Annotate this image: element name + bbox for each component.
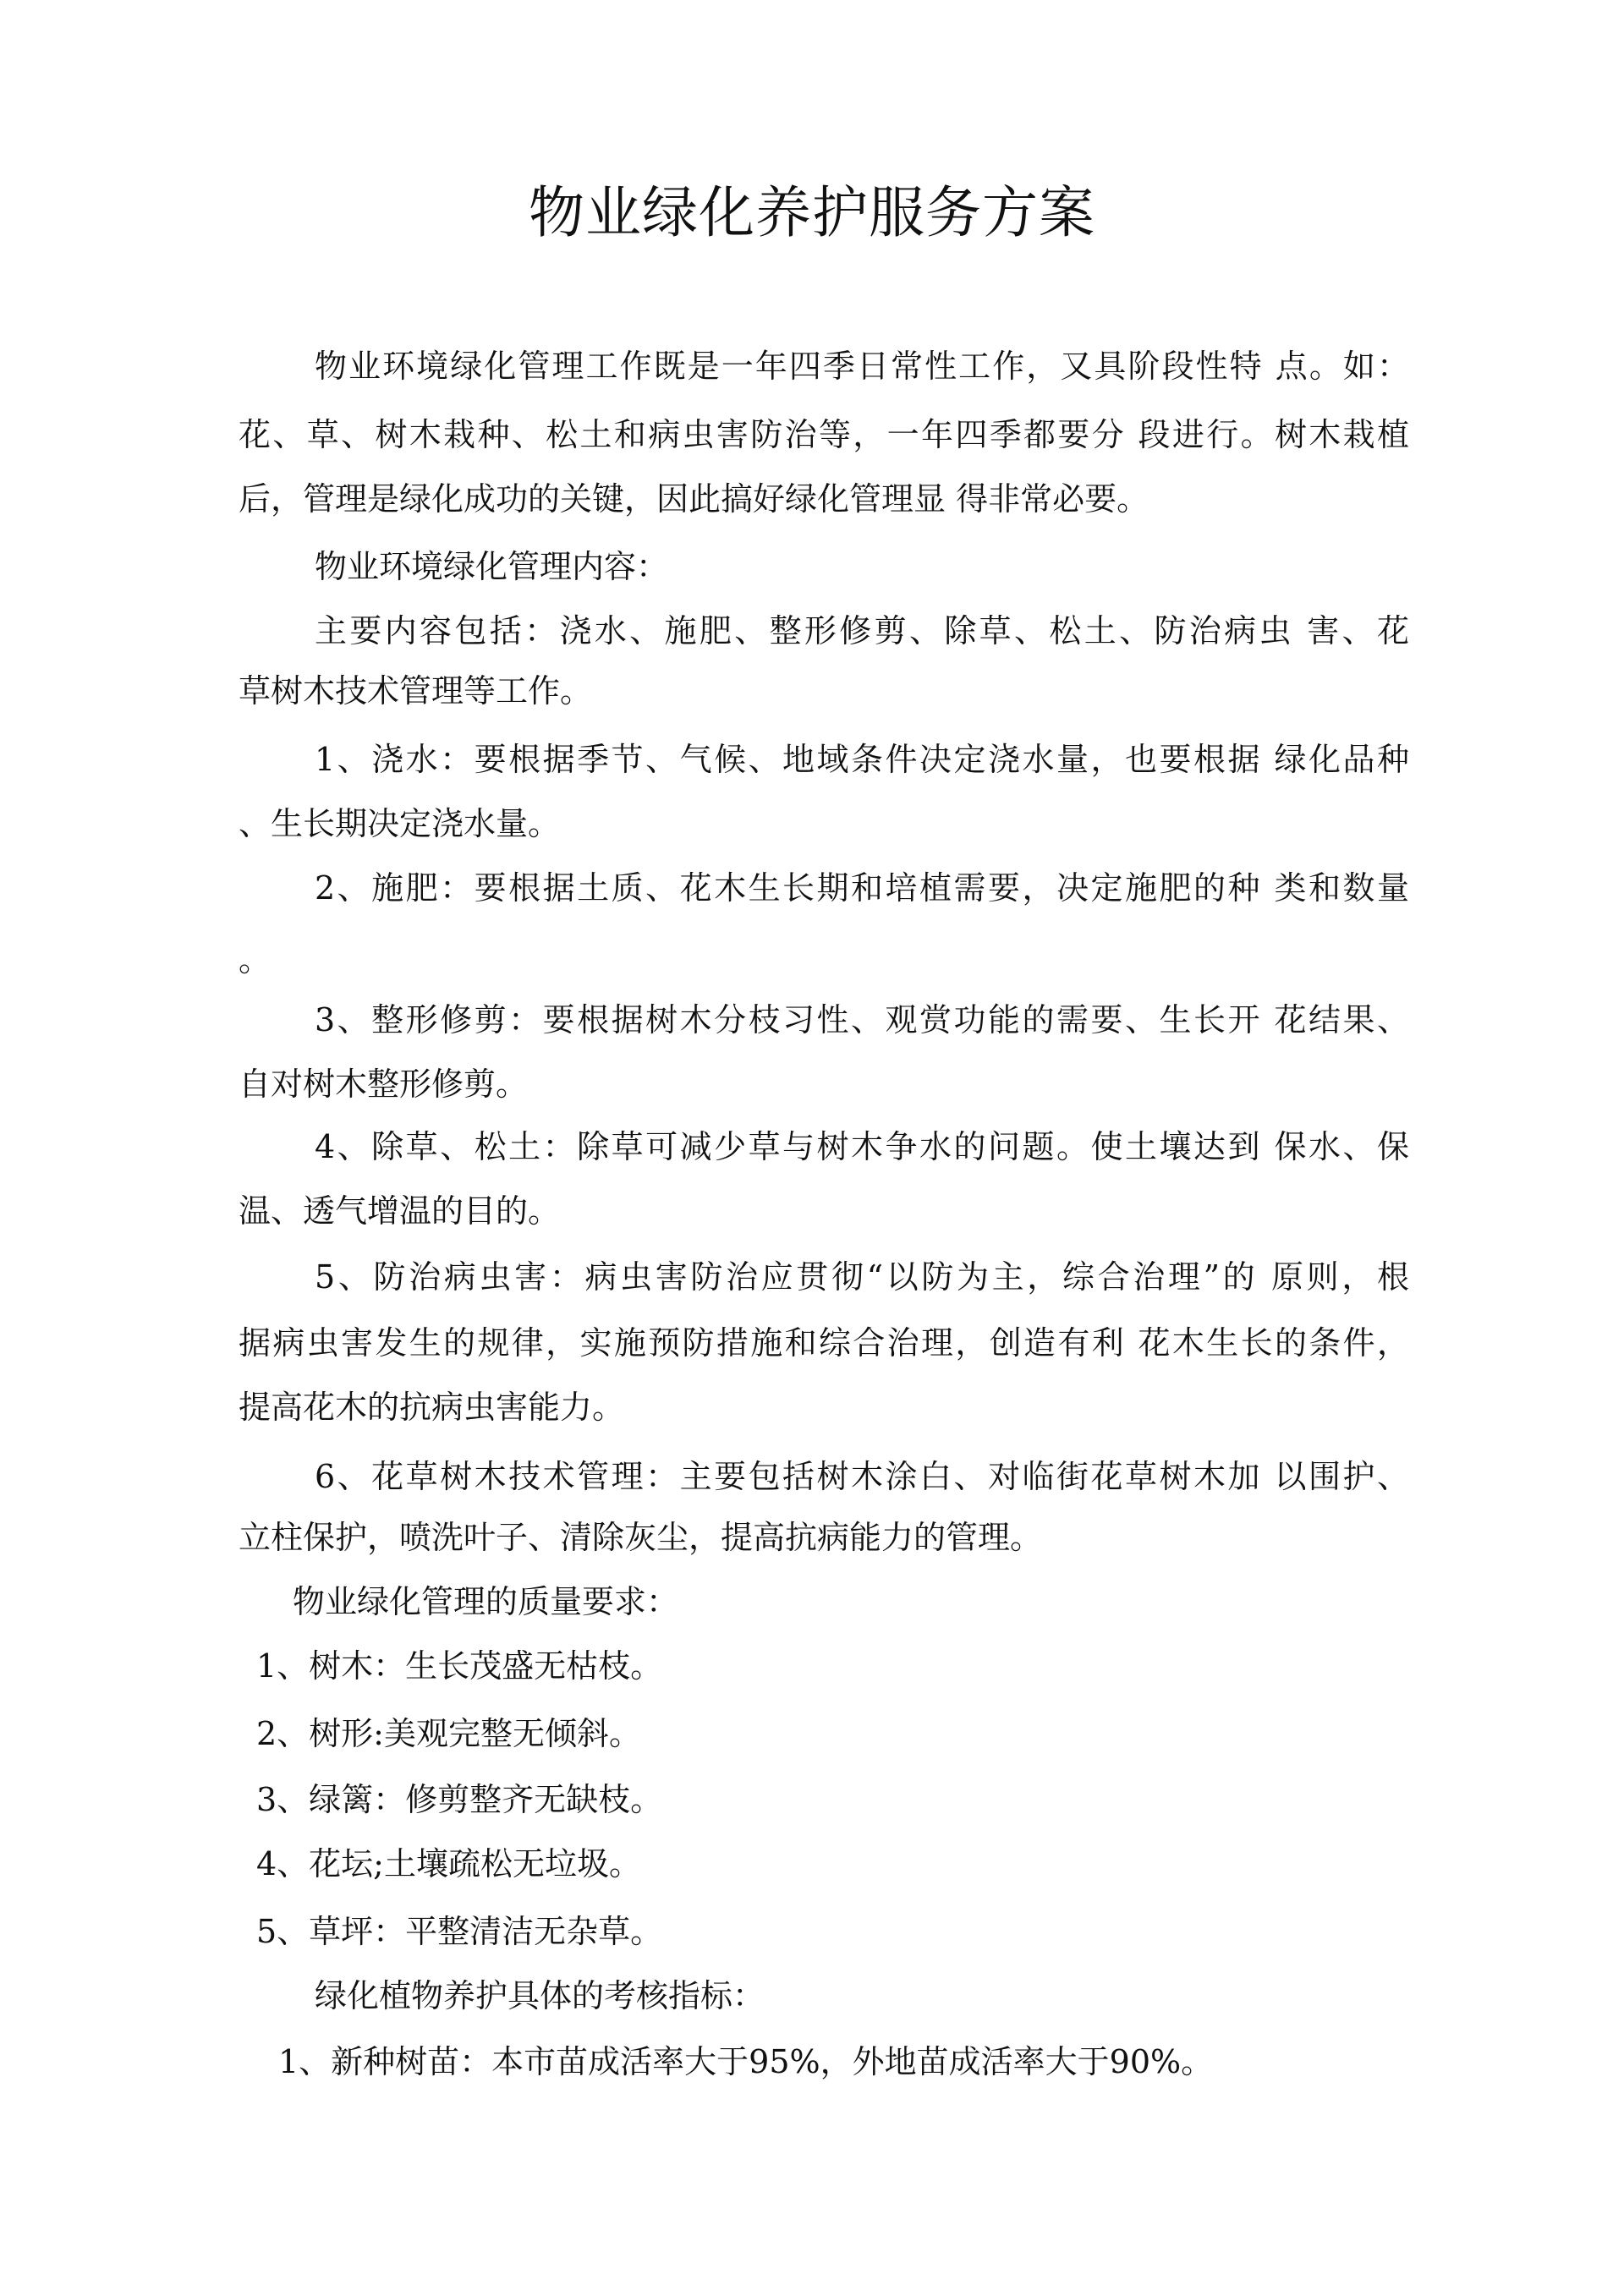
paragraph-line: 后，管理是绿化成功的关键，因此搞好绿化管理显 得非常必要。 xyxy=(239,480,1149,518)
paragraph-line: 据病虫害发生的规律，实施预防措施和综合治理，创造有利 花木生长的条件， xyxy=(239,1324,1409,1362)
paragraph-line: 1、新种树苗：本市苗成活率大于95%，外地苗成活率大于90%。 xyxy=(278,2043,1214,2080)
paragraph-line: 、生长期决定浇水量。 xyxy=(239,805,561,842)
list-item: 2、树形:美观完整无倾斜。 xyxy=(256,1715,641,1752)
document-title: 物业绿化养护服务方案 xyxy=(529,180,1095,245)
section-heading: 绿化植物养护具体的考核指标： xyxy=(315,1977,765,2014)
paragraph-line: 自对树木整形修剪。 xyxy=(239,1066,529,1103)
list-item: 1、树木：生长茂盛无枯枝。 xyxy=(256,1647,663,1685)
paragraph-line: 5、防治病虫害：病虫害防治应贯彻“以防为主，综合治理”的 原则，根 xyxy=(315,1258,1409,1296)
paragraph-line: 。 xyxy=(239,941,272,978)
paragraph-line: 6、花草树木技术管理：主要包括树木涂白、对临街花草树木加 以围护、 xyxy=(315,1458,1409,1495)
paragraph-line: 3、整形修剪：要根据树木分枝习性、观赏功能的需要、生长开 花结果、 xyxy=(315,1001,1409,1038)
paragraph-line: 1、浇水：要根据季节、气候、地域条件决定浇水量，也要根据 绿化品种 xyxy=(315,741,1409,778)
paragraph-line: 花、草、树木栽种、松土和病虫害防治等，一年四季都要分 段进行。树木栽植 xyxy=(239,416,1409,453)
paragraph-line: 2、施肥：要根据土质、花木生长期和培植需要，决定施肥的种 类和数量 xyxy=(315,869,1409,907)
list-item: 3、绿篱：修剪整齐无缺枝。 xyxy=(256,1781,663,1818)
paragraph-line: 物业环境绿化管理工作既是一年四季日常性工作，又具阶段性特 点。如： xyxy=(315,348,1409,385)
list-item: 4、花坛;土壤疏松无垃圾。 xyxy=(256,1845,641,1882)
paragraph-line: 4、除草、松土：除草可减少草与树木争水的问题。使土壤达到 保水、保 xyxy=(315,1128,1409,1165)
section-heading: 物业绿化管理的质量要求： xyxy=(293,1583,679,1620)
paragraph-line: 草树木技术管理等工作。 xyxy=(239,672,593,710)
paragraph-line: 主要内容包括：浇水、施肥、整形修剪、除草、松土、防治病虫 害、花 xyxy=(315,612,1409,649)
list-item: 5、草坪：平整清洁无杂草。 xyxy=(256,1913,663,1950)
paragraph-line: 提高花木的抗病虫害能力。 xyxy=(239,1389,625,1426)
paragraph-line: 温、透气增温的目的。 xyxy=(239,1192,561,1230)
section-heading: 物业环境绿化管理内容： xyxy=(315,548,669,585)
paragraph-line: 立柱保护，喷洗叶子、清除灰尘，提高抗病能力的管理。 xyxy=(239,1519,1043,1556)
